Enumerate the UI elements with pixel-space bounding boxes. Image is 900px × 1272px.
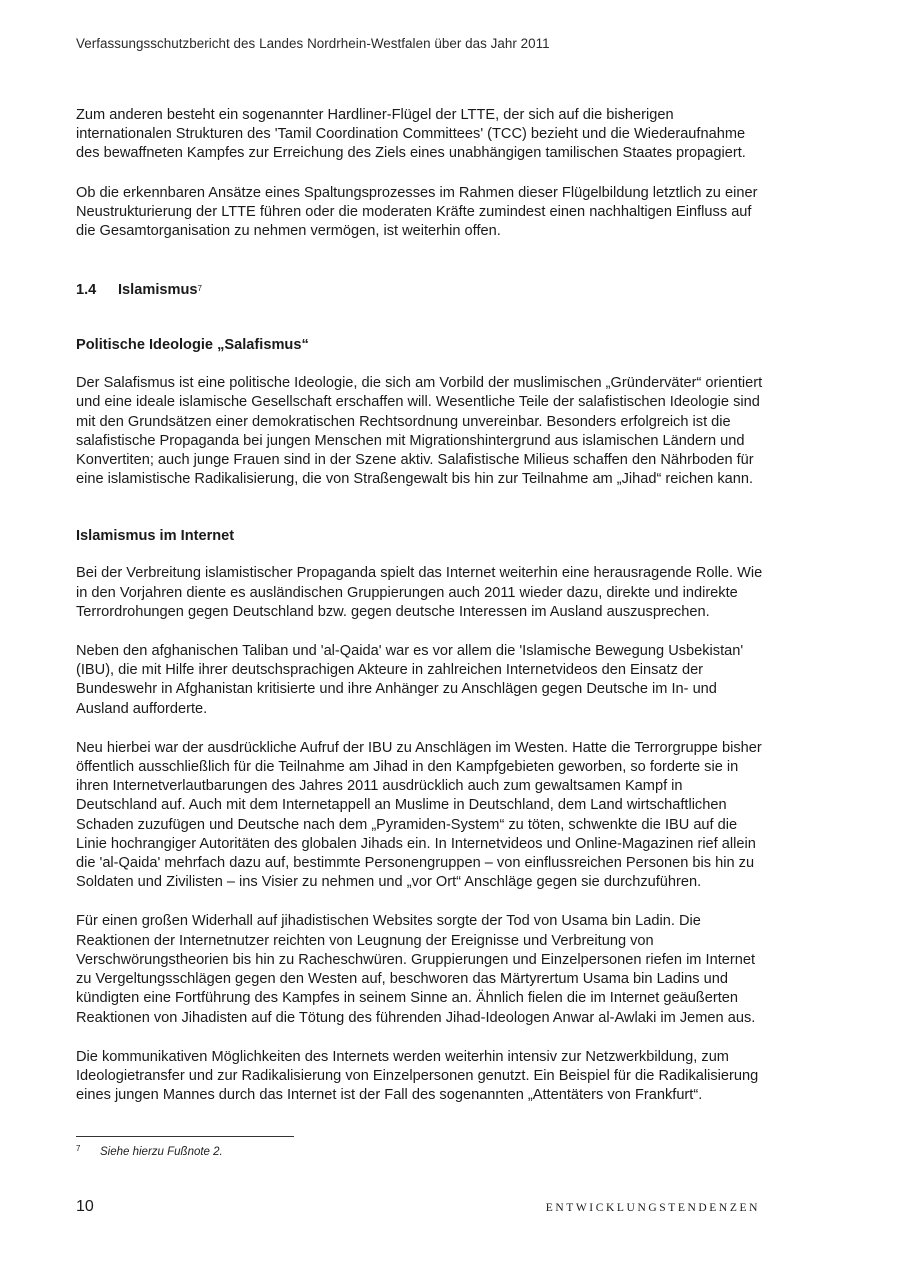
paragraph: Zum anderen besteht ein sogenannter Hardliner-Flügel der LTTE, der sich auf die bisherigen internationalen Strukturen des 'Tamil Coordination Committees' (TCC) bezieht und die Wiederaufnahme des bewaffneten Kampfes zur Erreichung des Ziels eines unabhängigen tamilischen Staates propagiert. bbox=[76, 107, 746, 162]
section-title: Islamismus$^7$ bbox=[118, 282, 202, 299]
footnote-reference: 7 bbox=[197, 284, 202, 294]
page-number: 10 bbox=[76, 1198, 94, 1215]
main-content bbox=[76, 106, 766, 1125]
section-number: 1.4 bbox=[76, 282, 97, 299]
running-footer: ENTWICKLUNGSTENDENZEN bbox=[545, 1202, 760, 1214]
paragraph: Neben den afghanischen Taliban und 'al-Qaida' war es vor allem die 'Islamische Bewegung Usbekistan' (IBU), die mit Hilfe ihrer deutschsprachigen Akteure in zahlreichen Internetvideos den Einsatz der Bundeswehr in Afghanistan kritisierte und ihre Anhänger zu Anschlägen gegen Deutsche im In- und Ausland aufforderte. bbox=[76, 643, 744, 717]
footnote-mark: 7 bbox=[76, 1144, 81, 1153]
footnote-divider bbox=[76, 1136, 294, 1137]
paragraph: Der Salafismus ist eine politische Ideologie, die sich am Vorbild der muslimischen „Gründerväter“ orientiert und eine ideale islamische Gesellschaft erschaffen will. Wesentliche Teile der salafistischen Ideologie sind mit den Grundsätzen einer demokratischen Rechtsordnung unvereinbar. Besonders erfolgreich ist die salafistische Propaganda bei jungen Menschen mit Migrationshintergrund aus islamischen Ländern und Konvertiten; auch junge Frauen sind in der Szene aktiv. Salafistische Milieus schaffen den Nährboden für eine islamistische Radikalisierung, die von Straßengewalt bis hin zur Teilnahme am „Jihad“ reichen kann. bbox=[76, 375, 763, 488]
subsection-heading: Islamismus im Internet bbox=[76, 528, 235, 545]
section-heading bbox=[76, 281, 766, 300]
paragraph: Bei der Verbreitung islamistischer Propaganda spielt das Internet weiterhin eine herausragende Rolle. Wie in den Vorjahren diente es ausländischen Gruppierungen auch 2011 wieder dazu, direkte und indirekte Terrordrohungen gegen Deutschland bzw. gegen deutsche Interessen im Ausland auszusprechen. bbox=[76, 565, 763, 620]
subsection-heading: Politische Ideologie „Salafismus“ bbox=[76, 337, 309, 354]
footnote-text: Siehe hierzu Fußnote 2. bbox=[100, 1146, 223, 1158]
paragraph: Für einen großen Widerhall auf jihadistischen Websites sorgte der Tod von Usama bin Ladin. Die Reaktionen der Internetnutzer reichten von Leugnung der Ereignisse und Verbreitung von Verschwörungstheorien bis hin zu Racheschwüren. Gruppierungen und Einzelpersonen riefen im Internet zu Vergeltungsschlägen gegen den Westen auf, beschworen das Märtyrertum Usama bin Ladins und kündigten eine Fortführung des Kampfes in seinem Sinne an. Ähnlich fielen die im Internet geäußerten Reaktionen von Jihadisten auf die Tötung des führenden Jihad-Ideologen Anwar al-Awlaki im Jemen aus. bbox=[76, 913, 756, 1026]
running-header: Verfassungsschutzbericht des Landes Nordrhein-Westfalen über das Jahr 2011 bbox=[76, 36, 550, 51]
paragraph: Die kommunikativen Möglichkeiten des Internets werden weiterhin intensiv zur Netzwerkbildung, zum Ideologietransfer und zur Radikalisierung von Einzelpersonen genutzt. Ein Beispiel für die Radikalisierung eines jungen Mannes durch das Internet ist der Fall des sogenannten „Attentäters von Frankfurt“. bbox=[76, 1048, 759, 1104]
footnote bbox=[76, 1146, 223, 1158]
paragraph: Neu hierbei war der ausdrückliche Aufruf der IBU zu Anschlägen im Westen. Hatte die Terrorgruppe bisher öffentlich ausschließlich für die Teilnahme am Jihad in den Kampfgebieten geworben, so forderte sie in ihren Internetverlautbarungen des Jahres 2011 ausdrücklich auch zum gewaltsamen Kampf in Deutschland auf. Auch mit dem Internetappell an Muslime in Deutschland, dem Land wirtschaftlichen Schaden zuzufügen und Deutsche nach dem „Pyramiden-System“ zu töten, schwenkte die IBU auf die Linie hochrangiger Autoritäten des globalen Jihads ein. In Internetvideos und Online-Magazinen rief allein die 'al-Qaida' mehrfach dazu auf, bestimmte Personengruppen – von einflussreichen Personen bis hin zu Soldaten und Zivilisten – ins Visier zu nehmen und „vor Ort“ Anschläge gegen sie durchzuführen. bbox=[76, 739, 762, 891]
paragraph: Ob die erkennbaren Ansätze eines Spaltungsprozesses im Rahmen dieser Flügelbildung letztlich zu einer Neustrukturierung der LTTE führen oder die moderaten Kräfte zumindest einen nachhaltigen Einfluss auf die Gesamtorganisation zu nehmen vermögen, ist weiterhin offen. bbox=[76, 184, 758, 240]
